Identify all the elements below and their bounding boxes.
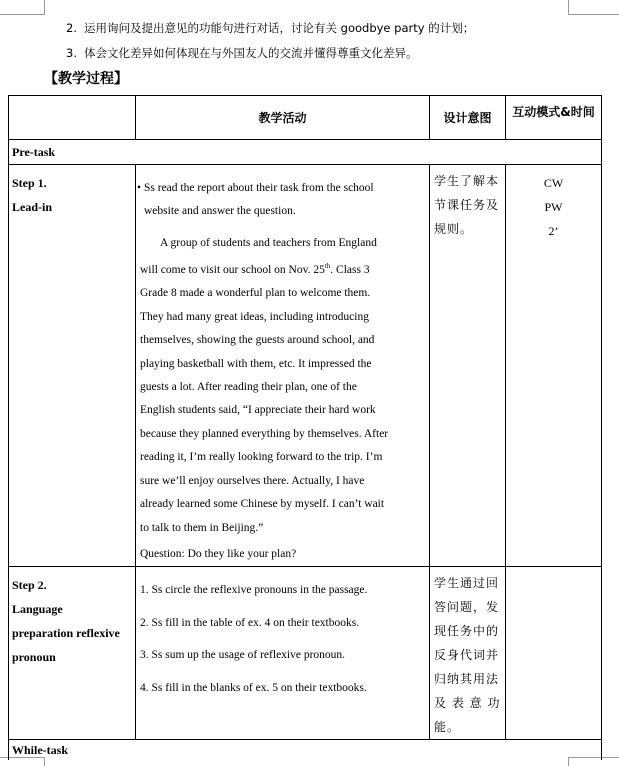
mode-pw: PW xyxy=(544,200,563,214)
header-step xyxy=(9,96,136,140)
instruction-line: • Ss read the report about their task from the school xyxy=(140,177,425,200)
step2-activity-cell xyxy=(136,567,430,740)
objective-text: 体会文化差异如何体现在与外国友人的交流并懂得尊重文化差异。 xyxy=(84,46,418,60)
phase-label: While-task xyxy=(9,740,602,761)
step1-mode-cell xyxy=(506,165,602,567)
question-text: Question: Do they like your plan? xyxy=(140,547,297,560)
header-activity: 教学活动 xyxy=(136,96,430,140)
list-item: 4. Ss fill in the blanks of ex. 5 on their textbooks. xyxy=(140,681,367,694)
mode-cw: CW xyxy=(543,176,564,190)
objective-3 xyxy=(66,45,418,61)
objective-number: 3. xyxy=(66,46,77,60)
objective-text: 运用询问及提出意见的功能句进行对话，讨论有关 goodbye party 的计划； xyxy=(84,21,475,35)
list-item: 1. Ss circle the reflexive pronouns in the passage. xyxy=(140,584,368,597)
step1-intent-cell: 学生了解本 节课任务及 规则。 xyxy=(430,165,506,567)
step-number: Step 1. xyxy=(12,176,47,190)
header-intent: 设计意图 xyxy=(430,96,506,140)
crop-mark-top-left xyxy=(0,0,45,15)
table-row-step2 xyxy=(9,567,602,740)
phase-row-while-task xyxy=(9,740,602,761)
step-title: Lead-in xyxy=(12,200,53,214)
step1-activity-cell xyxy=(136,165,430,567)
phase-label: Pre-task xyxy=(9,140,602,165)
table-header-row xyxy=(9,96,602,140)
reading-passage: A group of students and teachers from England will come to visit our school on Nov. 25th. Class 3 Grade 8 made a wonderful plan to welcome them. They had many great ideas, including introducing themselves, showing the guests around school, and playing basketball with them, etc. It impressed the guests a lot. After reading their plan, one of the English students said, “I appreciate their hard work because they planned everything by themselves. After reading it, I’m really looking forward to the trip. I’m sure we’ll enjoy ourselves there. Actually, I have already learned some Chinese by myself. I can’t wait to talk to them in Beijing.” xyxy=(140,236,389,534)
header-mode: 互动模式&时间 xyxy=(506,96,602,140)
mode-time: 2’ xyxy=(548,224,559,238)
step1-label-cell xyxy=(9,165,136,567)
crop-mark-top-right xyxy=(568,0,619,15)
objective-2 xyxy=(66,20,474,36)
teaching-process-table xyxy=(8,95,602,760)
list-item: 3. Ss sum up the usage of reflexive pronoun. xyxy=(140,649,346,662)
step2-mode-cell xyxy=(506,567,602,740)
step2-label-cell: Step 2. Language preparation reflexive pronoun xyxy=(9,567,136,740)
objective-number: 2. xyxy=(66,21,77,35)
section-title: 【教学过程】 xyxy=(44,71,128,87)
phase-row-pre-task xyxy=(9,140,602,165)
bullet-icon: • xyxy=(137,182,142,194)
instruction-line: website and answer the question. xyxy=(144,205,296,218)
list-item: 2. Ss fill in the table of ex. 4 on their textbooks. xyxy=(140,616,360,629)
table-row-step1 xyxy=(9,165,602,567)
step2-intent-cell: 学生通过回 答问题，发 现任务中的 反身代词并 归纳其用法 及 表 意 功 能。 xyxy=(430,567,506,740)
